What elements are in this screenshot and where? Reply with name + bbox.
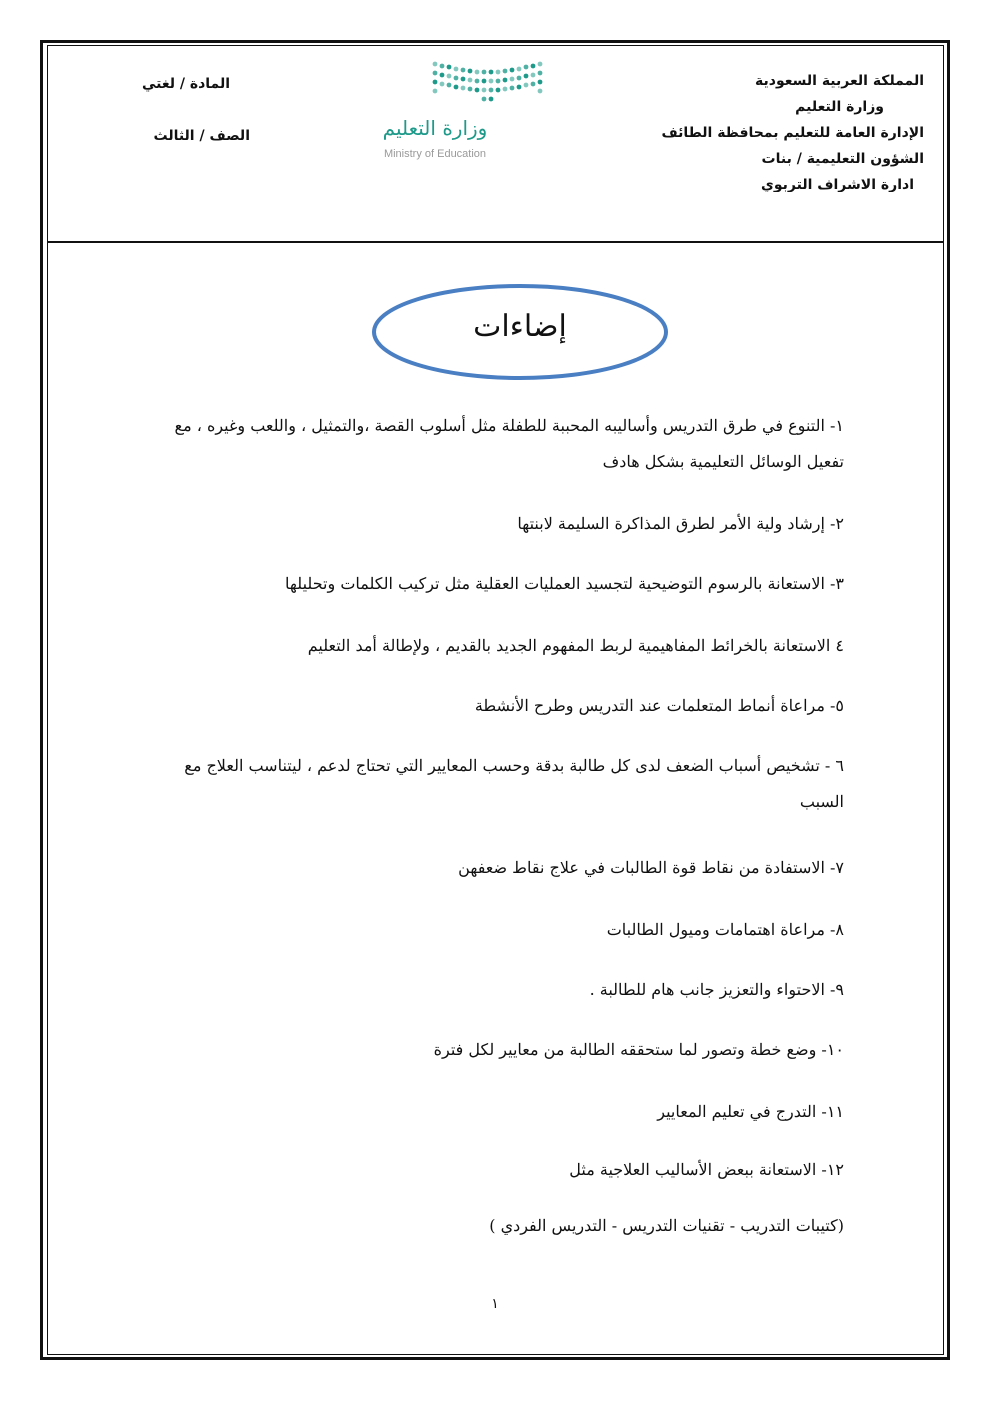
list-item: ١- التنوع في طرق التدريس وأساليبه المحببة للطفلة مثل أسلوب القصة ،والتمثيل ، واللعب وغيره ، مع تفعيل الوسائل التعليمية بشكل هادف [174,416,844,471]
logo-dot [517,85,522,90]
logo-dot [482,97,487,102]
logo-dot [440,73,445,78]
logo-dot [524,83,529,88]
logo-dot [454,67,459,72]
list-item: ١٠- وضع خطة وتصور لما ستحققه الطالبة من معايير لكل فترة [433,1040,844,1059]
list-item: ٥- مراعاة أنماط المتعلمات عند التدريس وطرح الأنشطة [474,696,844,715]
list-item: ٧- الاستفادة من نقاط قوة الطالبات في علاج نقاط ضعفهن [458,858,844,877]
logo-dot [447,65,452,70]
logo-dot [496,70,501,75]
logo-dot [517,76,522,81]
logo-dot [461,68,466,73]
header-line-administration: الإدارة العامة للتعليم بمحافظة الطائف [661,125,924,141]
header-left-block [120,70,250,150]
logo-dot [440,82,445,87]
logo-english-text: Ministry of Education [383,148,487,160]
logo-dot [489,70,494,75]
logo-dot [433,62,438,67]
logo-dot [468,87,473,92]
logo-dot [503,78,508,83]
logo-dot [454,85,459,90]
logo-dot [531,73,536,78]
logo-dot [489,79,494,84]
list-item: ٢- إرشاد ولية الأمر لطرق المذاكرة السليمة لابنتها [517,514,844,533]
logo-dot [538,89,543,94]
list-item: (كتيبات التدريب - تقنيات التدريس - التدريس الفردي ) [489,1216,844,1235]
logo-dot [475,88,480,93]
logo-dot [468,78,473,83]
logo-dot [524,74,529,79]
logo-dot [538,62,543,67]
logo-dot [503,69,508,74]
logo-dot [482,70,487,75]
grade-label: الصف / الثالث [153,128,250,144]
logo-dot [503,87,508,92]
logo-dot [538,80,543,85]
logo-dot [440,64,445,69]
header-line-ministry: وزارة التعليم [795,99,884,115]
logo-dot [496,79,501,84]
list-item: ١١- التدرج في تعليم المعايير [657,1102,844,1121]
header-line-country: المملكة العربية السعودية [755,73,924,89]
logo-dot [475,70,480,75]
logo-dot [482,88,487,93]
logo-dot [489,97,494,102]
ministry-logo-dots-icon [370,56,550,111]
logo-dot [489,88,494,93]
page-title: إضاءات [473,309,567,344]
logo-dot [482,79,487,84]
header-line-supervision: ادارة الاشراف التربوي [761,177,914,192]
list-item: ١٢- الاستعانة ببعض الأساليب العلاجية مثل [569,1160,844,1179]
list-item: ٩- الاحتواء والتعزيز جانب هام للطالبة . [589,980,844,999]
ministry-logo [370,56,550,166]
logo-dot [517,67,522,72]
logo-dot [454,76,459,81]
logo-dot [510,77,515,82]
list-item: ٦ - تشخيص أسباب الضعف لدى كل طالبة بدقة وحسب المعايير التي تحتاج لدعم ، ليتناسب العلاج مع السبب [184,756,844,811]
logo-dot [447,74,452,79]
header-right-block [634,68,924,192]
page-number: ١ [491,1296,499,1312]
logo-dot [433,71,438,76]
logo-dot [475,79,480,84]
logo-dot [433,89,438,94]
logo-dot [531,82,536,87]
header-line-affairs: الشؤون التعليمية / بنات [761,151,924,167]
logo-dot [461,86,466,91]
logo-dot [510,68,515,73]
list-item: ٨- مراعاة اهتمامات وميول الطالبات [606,920,844,939]
logo-dot [524,65,529,70]
logo-arabic-text: وزارة التعليم [382,116,488,140]
subject-label: المادة / لغتي [141,76,230,92]
logo-dot [468,69,473,74]
logo-dot [447,83,452,88]
logo-dot [496,88,501,93]
header-divider [47,241,944,243]
logo-dot [433,80,438,85]
logo-dot [531,64,536,69]
list-item: ٣- الاستعانة بالرسوم التوضيحية لتجسيد العمليات العقلية مثل تركيب الكلمات وتحليلها [285,574,844,593]
logo-dot [538,71,543,76]
logo-dot [510,86,515,91]
list-item: ٤ الاستعانة بالخرائط المفاهيمية لربط المفهوم الجديد بالقديم ، ولإطالة أمد التعليم [307,636,844,655]
logo-dot [461,77,466,82]
